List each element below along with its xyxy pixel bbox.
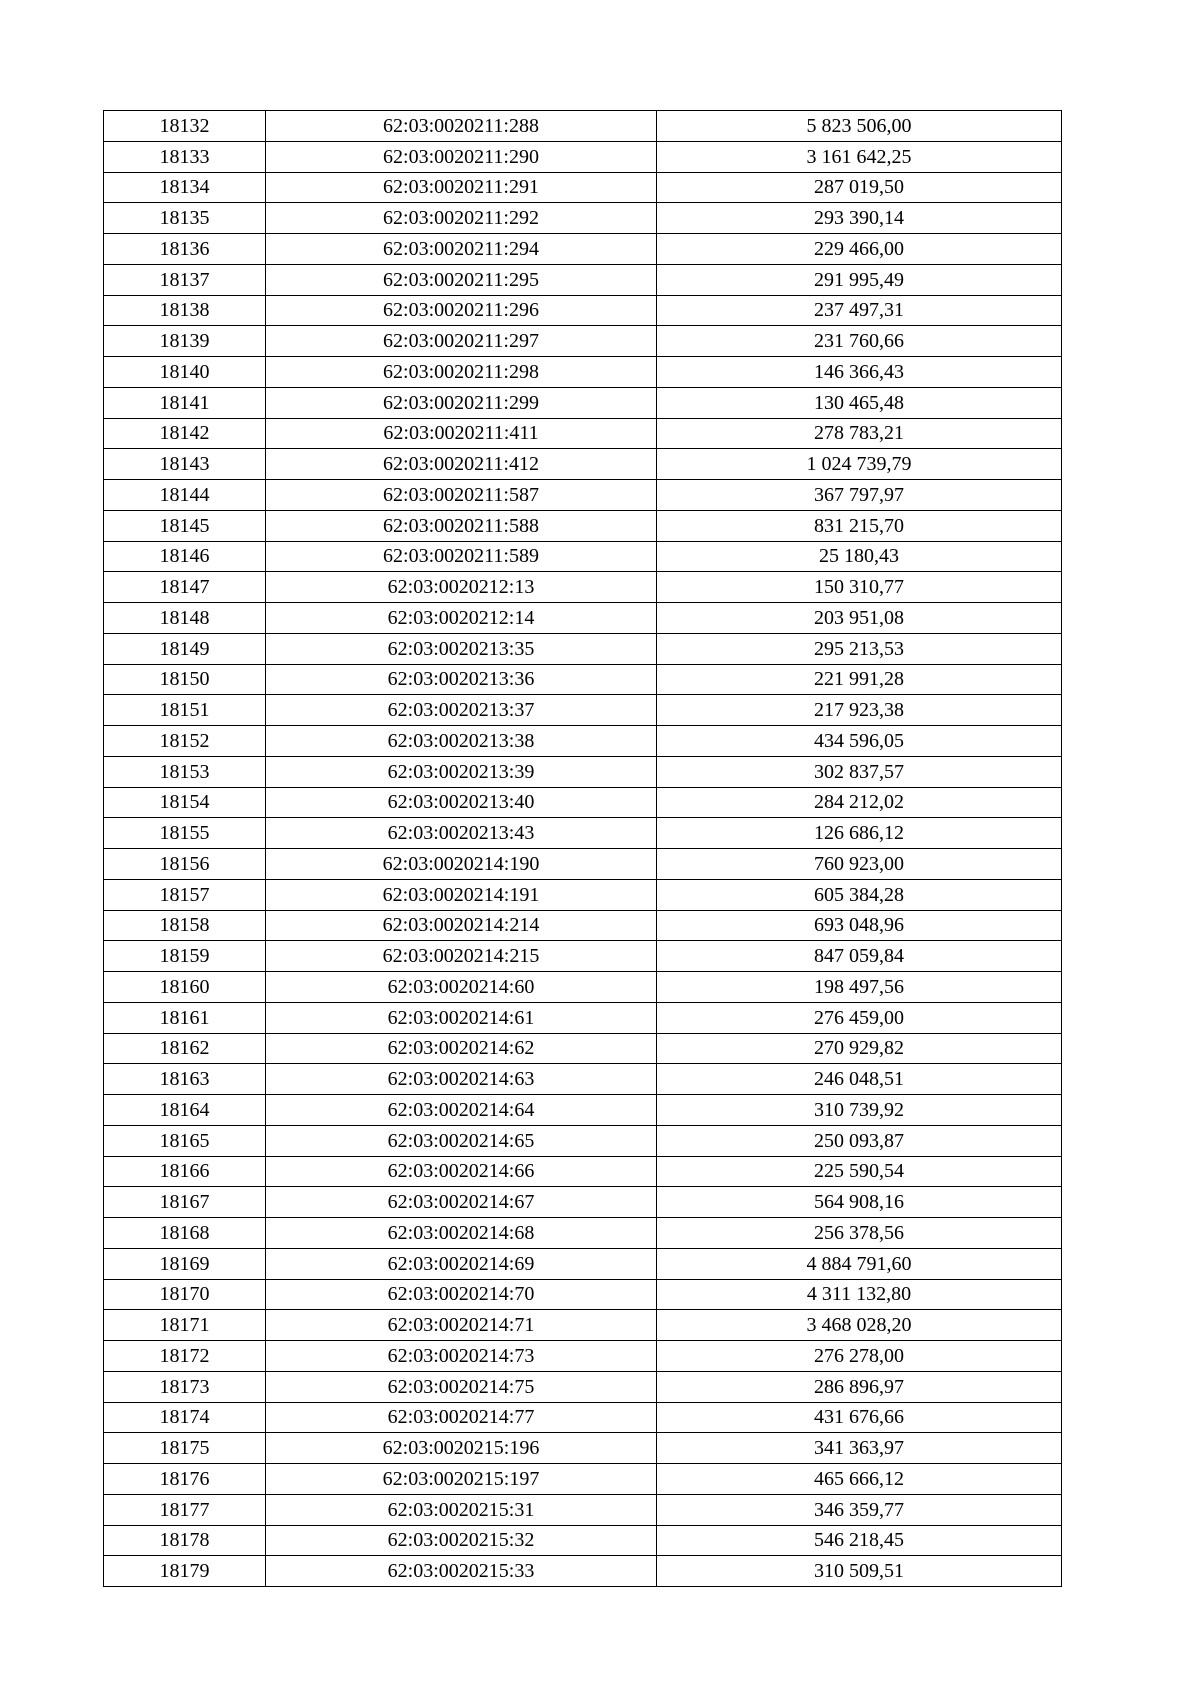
table-row [104, 572, 1062, 603]
row-number-cell: 18133 [104, 141, 266, 172]
table-row [104, 603, 1062, 634]
row-number-cell: 18161 [104, 1002, 266, 1033]
row-number-cell: 18178 [104, 1525, 266, 1556]
cadastral-value-cell: 237 497,31 [657, 295, 1062, 326]
table-row [104, 510, 1062, 541]
cadastral-value-cell: 546 218,45 [657, 1525, 1062, 1556]
cadastral-number-cell: 62:03:0020211:295 [266, 264, 657, 295]
cadastral-value-cell: 564 908,16 [657, 1187, 1062, 1218]
cadastral-value-cell: 847 059,84 [657, 941, 1062, 972]
cadastral-value-cell: 146 366,43 [657, 357, 1062, 388]
cadastral-number-cell: 62:03:0020214:61 [266, 1002, 657, 1033]
cadastral-number-cell: 62:03:0020214:68 [266, 1218, 657, 1249]
table-row [104, 357, 1062, 388]
cadastral-value-cell: 346 359,77 [657, 1494, 1062, 1525]
cadastral-value-cell: 4 311 132,80 [657, 1279, 1062, 1310]
table-row [104, 449, 1062, 480]
table-row [104, 1464, 1062, 1495]
cadastral-number-cell: 62:03:0020214:64 [266, 1095, 657, 1126]
cadastral-number-cell: 62:03:0020214:66 [266, 1156, 657, 1187]
cadastral-number-cell: 62:03:0020211:292 [266, 203, 657, 234]
cadastral-value-cell: 276 278,00 [657, 1341, 1062, 1372]
table-row [104, 1033, 1062, 1064]
cadastral-number-cell: 62:03:0020211:412 [266, 449, 657, 480]
row-number-cell: 18175 [104, 1433, 266, 1464]
table-row [104, 480, 1062, 511]
table-row [104, 1218, 1062, 1249]
row-number-cell: 18151 [104, 695, 266, 726]
cadastral-value-cell: 293 390,14 [657, 203, 1062, 234]
table-row [104, 1248, 1062, 1279]
row-number-cell: 18157 [104, 879, 266, 910]
cadastral-number-cell: 62:03:0020215:196 [266, 1433, 657, 1464]
row-number-cell: 18144 [104, 480, 266, 511]
table-row [104, 1187, 1062, 1218]
row-number-cell: 18145 [104, 510, 266, 541]
cadastral-value-cell: 256 378,56 [657, 1218, 1062, 1249]
cadastral-value-cell: 693 048,96 [657, 910, 1062, 941]
cadastral-value-cell: 831 215,70 [657, 510, 1062, 541]
row-number-cell: 18162 [104, 1033, 266, 1064]
row-number-cell: 18149 [104, 633, 266, 664]
table-row [104, 972, 1062, 1003]
row-number-cell: 18166 [104, 1156, 266, 1187]
table-row [104, 633, 1062, 664]
cadastral-value-cell: 295 213,53 [657, 633, 1062, 664]
cadastral-number-cell: 62:03:0020211:588 [266, 510, 657, 541]
row-number-cell: 18169 [104, 1248, 266, 1279]
table-row [104, 172, 1062, 203]
cadastral-number-cell: 62:03:0020211:288 [266, 111, 657, 142]
cadastral-value-table [103, 110, 1062, 1587]
cadastral-value-cell: 3 468 028,20 [657, 1310, 1062, 1341]
row-number-cell: 18156 [104, 849, 266, 880]
cadastral-number-cell: 62:03:0020214:63 [266, 1064, 657, 1095]
cadastral-number-cell: 62:03:0020211:290 [266, 141, 657, 172]
cadastral-value-cell: 225 590,54 [657, 1156, 1062, 1187]
cadastral-value-cell: 284 212,02 [657, 787, 1062, 818]
cadastral-value-cell: 250 093,87 [657, 1125, 1062, 1156]
table-row [104, 849, 1062, 880]
cadastral-value-cell: 217 923,38 [657, 695, 1062, 726]
cadastral-number-cell: 62:03:0020214:71 [266, 1310, 657, 1341]
row-number-cell: 18135 [104, 203, 266, 234]
cadastral-number-cell: 62:03:0020213:37 [266, 695, 657, 726]
table-row [104, 418, 1062, 449]
cadastral-value-cell: 310 739,92 [657, 1095, 1062, 1126]
cadastral-number-cell: 62:03:0020214:75 [266, 1371, 657, 1402]
cadastral-value-cell: 203 951,08 [657, 603, 1062, 634]
table-row [104, 111, 1062, 142]
row-number-cell: 18159 [104, 941, 266, 972]
cadastral-number-cell: 62:03:0020214:215 [266, 941, 657, 972]
cadastral-number-cell: 62:03:0020211:587 [266, 480, 657, 511]
table-row [104, 1095, 1062, 1126]
cadastral-value-cell: 231 760,66 [657, 326, 1062, 357]
cadastral-value-cell: 3 161 642,25 [657, 141, 1062, 172]
cadastral-number-cell: 62:03:0020214:73 [266, 1341, 657, 1372]
row-number-cell: 18153 [104, 756, 266, 787]
cadastral-number-cell: 62:03:0020211:411 [266, 418, 657, 449]
cadastral-value-cell: 221 991,28 [657, 664, 1062, 695]
cadastral-value-cell: 431 676,66 [657, 1402, 1062, 1433]
cadastral-number-cell: 62:03:0020214:190 [266, 849, 657, 880]
cadastral-value-cell: 150 310,77 [657, 572, 1062, 603]
cadastral-value-cell: 287 019,50 [657, 172, 1062, 203]
table-row [104, 910, 1062, 941]
table-row [104, 1125, 1062, 1156]
table-row [104, 387, 1062, 418]
row-number-cell: 18146 [104, 541, 266, 572]
table-row [104, 1402, 1062, 1433]
row-number-cell: 18140 [104, 357, 266, 388]
row-number-cell: 18139 [104, 326, 266, 357]
row-number-cell: 18172 [104, 1341, 266, 1372]
cadastral-number-cell: 62:03:0020214:67 [266, 1187, 657, 1218]
cadastral-number-cell: 62:03:0020215:31 [266, 1494, 657, 1525]
row-number-cell: 18170 [104, 1279, 266, 1310]
row-number-cell: 18150 [104, 664, 266, 695]
table-row [104, 141, 1062, 172]
cadastral-value-cell: 465 666,12 [657, 1464, 1062, 1495]
row-number-cell: 18179 [104, 1556, 266, 1587]
row-number-cell: 18141 [104, 387, 266, 418]
cadastral-value-cell: 291 995,49 [657, 264, 1062, 295]
row-number-cell: 18154 [104, 787, 266, 818]
cadastral-value-cell: 760 923,00 [657, 849, 1062, 880]
cadastral-number-cell: 62:03:0020214:62 [266, 1033, 657, 1064]
table-row [104, 1310, 1062, 1341]
cadastral-number-cell: 62:03:0020211:291 [266, 172, 657, 203]
table-row [104, 818, 1062, 849]
table-row [104, 1433, 1062, 1464]
row-number-cell: 18173 [104, 1371, 266, 1402]
row-number-cell: 18152 [104, 726, 266, 757]
row-number-cell: 18148 [104, 603, 266, 634]
row-number-cell: 18177 [104, 1494, 266, 1525]
table-row [104, 1156, 1062, 1187]
cadastral-value-cell: 270 929,82 [657, 1033, 1062, 1064]
table-row [104, 695, 1062, 726]
cadastral-value-cell: 286 896,97 [657, 1371, 1062, 1402]
cadastral-value-cell: 341 363,97 [657, 1433, 1062, 1464]
cadastral-value-cell: 367 797,97 [657, 480, 1062, 511]
table-row [104, 879, 1062, 910]
table-row [104, 1494, 1062, 1525]
table-row [104, 541, 1062, 572]
cadastral-number-cell: 62:03:0020213:38 [266, 726, 657, 757]
cadastral-value-cell: 310 509,51 [657, 1556, 1062, 1587]
cadastral-value-cell: 434 596,05 [657, 726, 1062, 757]
cadastral-number-cell: 62:03:0020213:36 [266, 664, 657, 695]
cadastral-number-cell: 62:03:0020213:39 [266, 756, 657, 787]
cadastral-number-cell: 62:03:0020214:191 [266, 879, 657, 910]
cadastral-number-cell: 62:03:0020214:65 [266, 1125, 657, 1156]
cadastral-number-cell: 62:03:0020215:32 [266, 1525, 657, 1556]
table-row [104, 941, 1062, 972]
cadastral-number-cell: 62:03:0020211:297 [266, 326, 657, 357]
row-number-cell: 18137 [104, 264, 266, 295]
row-number-cell: 18160 [104, 972, 266, 1003]
table-row [104, 1002, 1062, 1033]
cadastral-value-cell: 130 465,48 [657, 387, 1062, 418]
cadastral-value-cell: 5 823 506,00 [657, 111, 1062, 142]
cadastral-number-cell: 62:03:0020214:70 [266, 1279, 657, 1310]
cadastral-number-cell: 62:03:0020214:77 [266, 1402, 657, 1433]
cadastral-number-cell: 62:03:0020215:33 [266, 1556, 657, 1587]
table-row [104, 234, 1062, 265]
row-number-cell: 18147 [104, 572, 266, 603]
table-row [104, 203, 1062, 234]
cadastral-value-cell: 605 384,28 [657, 879, 1062, 910]
cadastral-number-cell: 62:03:0020213:35 [266, 633, 657, 664]
cadastral-value-cell: 126 686,12 [657, 818, 1062, 849]
cadastral-number-cell: 62:03:0020214:60 [266, 972, 657, 1003]
cadastral-number-cell: 62:03:0020211:299 [266, 387, 657, 418]
cadastral-number-cell: 62:03:0020214:69 [266, 1248, 657, 1279]
table-row [104, 1279, 1062, 1310]
cadastral-value-cell: 198 497,56 [657, 972, 1062, 1003]
cadastral-value-cell: 246 048,51 [657, 1064, 1062, 1095]
table-row [104, 1371, 1062, 1402]
cadastral-value-cell: 278 783,21 [657, 418, 1062, 449]
cadastral-value-cell: 302 837,57 [657, 756, 1062, 787]
cadastral-number-cell: 62:03:0020213:40 [266, 787, 657, 818]
row-number-cell: 18164 [104, 1095, 266, 1126]
row-number-cell: 18158 [104, 910, 266, 941]
cadastral-value-cell: 229 466,00 [657, 234, 1062, 265]
cadastral-value-cell: 4 884 791,60 [657, 1248, 1062, 1279]
table-row [104, 726, 1062, 757]
cadastral-number-cell: 62:03:0020213:43 [266, 818, 657, 849]
table-row [104, 664, 1062, 695]
cadastral-number-cell: 62:03:0020215:197 [266, 1464, 657, 1495]
row-number-cell: 18168 [104, 1218, 266, 1249]
cadastral-value-cell: 276 459,00 [657, 1002, 1062, 1033]
row-number-cell: 18176 [104, 1464, 266, 1495]
cadastral-number-cell: 62:03:0020211:296 [266, 295, 657, 326]
table-row [104, 1341, 1062, 1372]
table-body [104, 111, 1062, 1587]
table-row [104, 1064, 1062, 1095]
row-number-cell: 18132 [104, 111, 266, 142]
table-row [104, 264, 1062, 295]
row-number-cell: 18171 [104, 1310, 266, 1341]
row-number-cell: 18163 [104, 1064, 266, 1095]
table-row [104, 326, 1062, 357]
row-number-cell: 18155 [104, 818, 266, 849]
row-number-cell: 18167 [104, 1187, 266, 1218]
row-number-cell: 18134 [104, 172, 266, 203]
cadastral-number-cell: 62:03:0020211:589 [266, 541, 657, 572]
cadastral-value-cell: 1 024 739,79 [657, 449, 1062, 480]
table-row [104, 1556, 1062, 1587]
cadastral-number-cell: 62:03:0020212:13 [266, 572, 657, 603]
cadastral-number-cell: 62:03:0020212:14 [266, 603, 657, 634]
cadastral-value-cell: 25 180,43 [657, 541, 1062, 572]
table-row [104, 295, 1062, 326]
table-row [104, 1525, 1062, 1556]
row-number-cell: 18174 [104, 1402, 266, 1433]
cadastral-number-cell: 62:03:0020214:214 [266, 910, 657, 941]
row-number-cell: 18142 [104, 418, 266, 449]
row-number-cell: 18165 [104, 1125, 266, 1156]
cadastral-number-cell: 62:03:0020211:298 [266, 357, 657, 388]
row-number-cell: 18136 [104, 234, 266, 265]
table-row [104, 787, 1062, 818]
table-row [104, 756, 1062, 787]
row-number-cell: 18143 [104, 449, 266, 480]
cadastral-number-cell: 62:03:0020211:294 [266, 234, 657, 265]
row-number-cell: 18138 [104, 295, 266, 326]
